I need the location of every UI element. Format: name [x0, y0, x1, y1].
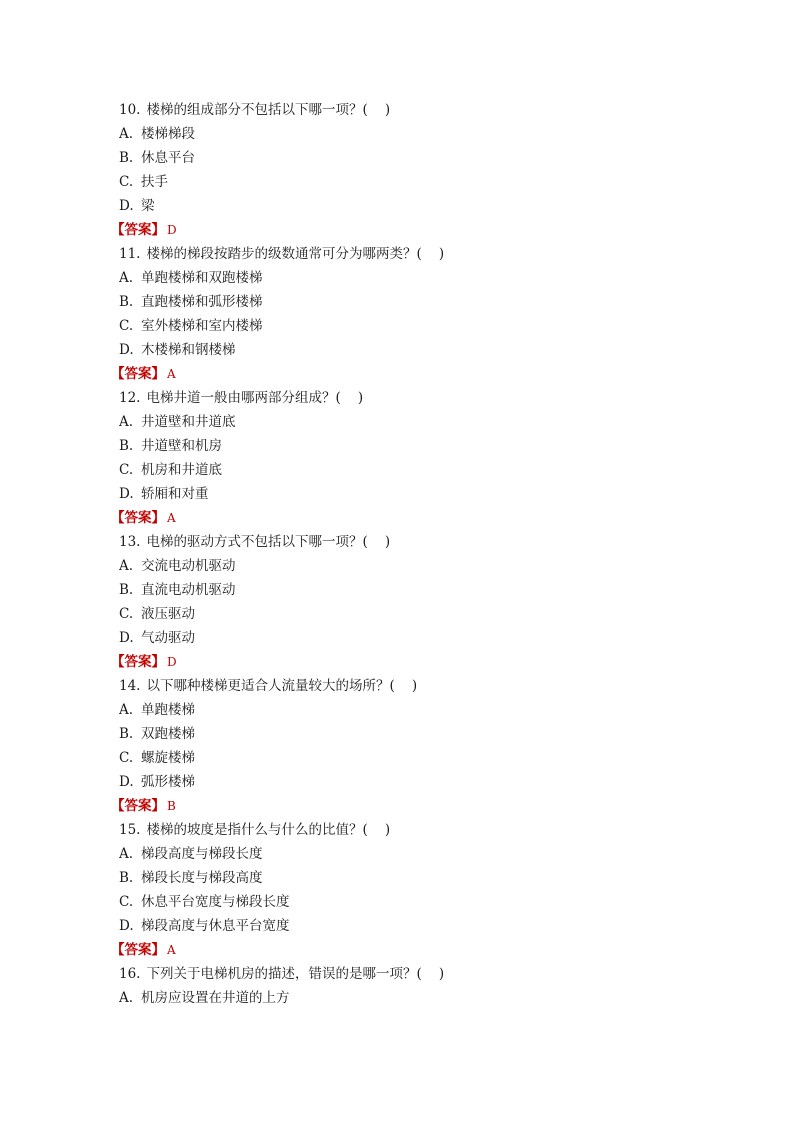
question-block [111, 386, 719, 530]
answer-value: B [167, 799, 176, 813]
question-number: 12. [119, 390, 141, 406]
option-letter: D. [119, 486, 134, 502]
answer-line [111, 506, 719, 530]
option-letter: C. [119, 750, 134, 766]
option-text: 休息平台 [141, 150, 195, 166]
option-item [119, 314, 719, 338]
answer-line [111, 362, 719, 386]
option-text: 休息平台宽度与梯段长度 [141, 894, 290, 910]
answer-line [111, 650, 719, 674]
option-item [119, 434, 719, 458]
option-text: 弧形楼梯 [141, 774, 195, 790]
option-letter: A. [119, 702, 134, 718]
option-item [119, 482, 719, 506]
option-letter: C. [119, 606, 134, 622]
option-item [119, 890, 719, 914]
option-item [119, 746, 719, 770]
question-number: 10. [119, 102, 141, 118]
option-text: 井道壁和机房 [141, 438, 222, 454]
question-text: 楼梯的组成部分不包括以下哪一项？( ) [146, 102, 391, 118]
question-block [119, 962, 719, 1010]
option-letter: D. [119, 630, 134, 646]
option-item [119, 122, 719, 146]
option-item [119, 194, 719, 218]
question-stem [119, 98, 719, 122]
option-letter: C. [119, 894, 134, 910]
answer-label: 【答案】 [111, 510, 165, 526]
question-block [111, 530, 719, 674]
option-item [119, 722, 719, 746]
question-text: 电梯井道一般由哪两部分组成？( ) [146, 390, 364, 406]
option-text: 楼梯梯段 [141, 126, 195, 142]
answer-label: 【答案】 [111, 366, 165, 382]
answer-value: A [167, 511, 176, 525]
question-number: 11. [119, 246, 141, 262]
question-text: 电梯的驱动方式不包括以下哪一项？( ) [146, 534, 391, 550]
option-text: 液压驱动 [141, 606, 195, 622]
option-text: 单跑楼梯和双跑楼梯 [141, 270, 263, 286]
option-item [119, 458, 719, 482]
option-text: 螺旋楼梯 [141, 750, 195, 766]
option-letter: A. [119, 414, 134, 430]
question-number: 16. [119, 966, 141, 982]
option-text: 轿厢和对重 [141, 486, 209, 502]
option-letter: A. [119, 558, 134, 574]
option-text: 单跑楼梯 [141, 702, 195, 718]
option-item [119, 290, 719, 314]
option-text: 直流电动机驱动 [141, 582, 236, 598]
question-block [111, 674, 719, 818]
option-letter: C. [119, 174, 134, 190]
question-stem [119, 674, 719, 698]
question-stem [119, 530, 719, 554]
option-item [119, 266, 719, 290]
answer-label: 【答案】 [111, 222, 165, 238]
option-item [119, 914, 719, 938]
answer-line [111, 938, 719, 962]
question-text: 下列关于电梯机房的描述，错误的是哪一项？( ) [146, 966, 445, 982]
option-item [119, 170, 719, 194]
option-item [119, 986, 719, 1010]
question-stem [119, 386, 719, 410]
option-letter: B. [119, 726, 134, 742]
option-letter: D. [119, 918, 134, 934]
option-item [119, 770, 719, 794]
question-text: 以下哪种楼梯更适合人流量较大的场所？( ) [146, 678, 418, 694]
question-number: 14. [119, 678, 141, 694]
question-text: 楼梯的梯段按踏步的级数通常可分为哪两类？( ) [146, 246, 445, 262]
option-letter: A. [119, 126, 134, 142]
option-letter: C. [119, 462, 134, 478]
question-block [111, 98, 719, 242]
answer-value: A [167, 943, 176, 957]
option-item [119, 842, 719, 866]
answer-label: 【答案】 [111, 942, 165, 958]
question-stem [119, 818, 719, 842]
option-item [119, 866, 719, 890]
option-letter: D. [119, 342, 134, 358]
answer-value: D [167, 223, 177, 237]
option-text: 机房应设置在井道的上方 [141, 990, 290, 1006]
option-item [119, 554, 719, 578]
option-text: 双跑楼梯 [141, 726, 195, 742]
answer-line [111, 218, 719, 242]
question-block [111, 242, 719, 386]
option-text: 机房和井道底 [141, 462, 222, 478]
question-stem [119, 962, 719, 986]
option-letter: D. [119, 774, 134, 790]
option-text: 梯段高度与梯段长度 [141, 846, 263, 862]
option-item [119, 626, 719, 650]
option-letter: B. [119, 870, 134, 886]
option-text: 梁 [141, 198, 155, 214]
question-stem [119, 242, 719, 266]
option-letter: A. [119, 990, 134, 1006]
question-block [111, 818, 719, 962]
option-text: 直跑楼梯和弧形楼梯 [141, 294, 263, 310]
option-letter: B. [119, 582, 134, 598]
option-letter: B. [119, 150, 134, 166]
option-text: 梯段长度与梯段高度 [141, 870, 263, 886]
option-letter: B. [119, 294, 134, 310]
answer-value: D [167, 655, 177, 669]
option-text: 木楼梯和钢楼梯 [141, 342, 236, 358]
option-text: 扶手 [141, 174, 168, 190]
question-number: 15. [119, 822, 141, 838]
option-item [119, 338, 719, 362]
answer-label: 【答案】 [111, 798, 165, 814]
answer-value: A [167, 367, 176, 381]
option-item [119, 146, 719, 170]
option-item [119, 578, 719, 602]
option-letter: B. [119, 438, 134, 454]
option-item [119, 410, 719, 434]
option-text: 交流电动机驱动 [141, 558, 236, 574]
question-text: 楼梯的坡度是指什么与什么的比值？( ) [146, 822, 391, 838]
option-item [119, 698, 719, 722]
option-text: 井道壁和井道底 [141, 414, 236, 430]
answer-line [111, 794, 719, 818]
option-text: 气动驱动 [141, 630, 195, 646]
option-item [119, 602, 719, 626]
option-text: 室外楼梯和室内楼梯 [141, 318, 263, 334]
option-letter: A. [119, 846, 134, 862]
option-letter: D. [119, 198, 134, 214]
option-letter: A. [119, 270, 134, 286]
question-list [111, 98, 719, 1010]
answer-label: 【答案】 [111, 654, 165, 670]
option-letter: C. [119, 318, 134, 334]
question-number: 13. [119, 534, 141, 550]
option-text: 梯段高度与休息平台宽度 [141, 918, 290, 934]
